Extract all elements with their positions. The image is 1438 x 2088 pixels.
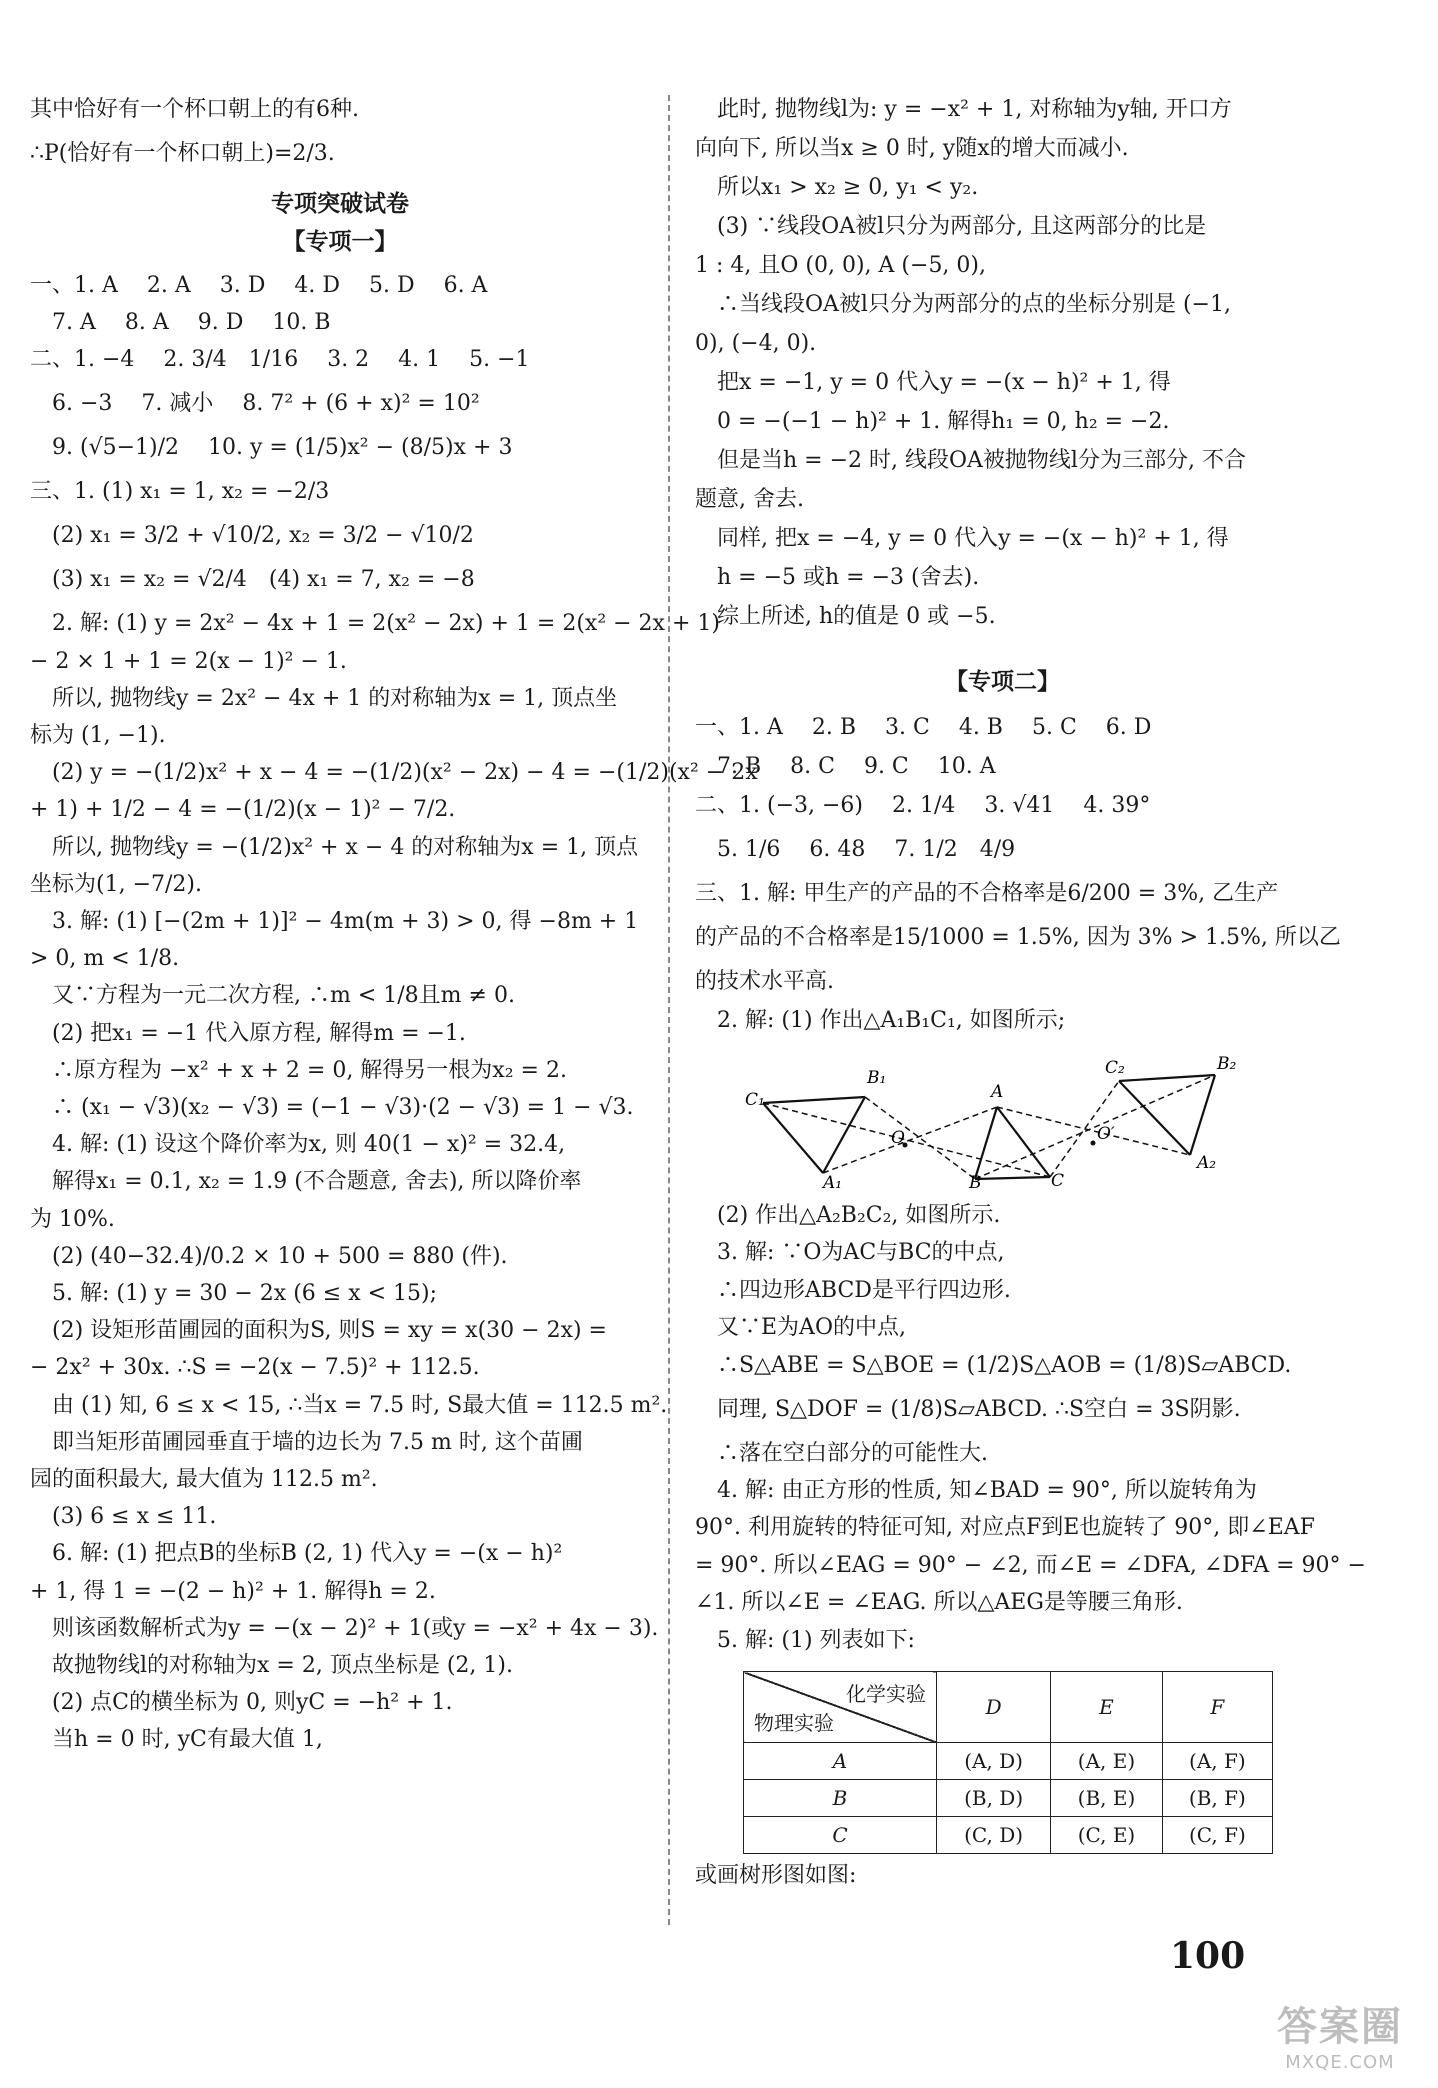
text-line: 6. −3 7. 减小 8. 7² + (6 + x)² = 10² [30, 391, 480, 417]
text-line: ∠1. 所以∠E = ∠EAG. 所以△AEG是等腰三角形. [695, 1590, 1183, 1616]
text-line: 5. 解: (1) 列表如下: [695, 1627, 915, 1653]
symmetry-line [823, 1107, 997, 1173]
text-line: 解得x₁ = 0.1, x₂ = 1.9 (不合题意, 舍去), 所以降价率 [30, 1169, 582, 1195]
text-line: − 2 × 1 + 1 = 2(x − 1)² − 1. [30, 648, 347, 674]
text-line: 的技术水平高. [695, 969, 834, 994]
triangle-edge [823, 1097, 865, 1173]
figure-point-label: B₂ [1217, 1054, 1237, 1074]
text-line: 为 10%. [30, 1206, 115, 1232]
text-line: 二、1. −4 2. 3/4 1/16 3. 2 4. 1 5. −1 [30, 347, 530, 373]
part-heading: 【专项一】 [282, 229, 398, 255]
text-line: 4. 解: 由正方形的性质, 知∠BAD = 90°, 所以旋转角为 [695, 1478, 1257, 1503]
table-cell: (A, D) [937, 1743, 1051, 1780]
symmetry-line [865, 1097, 975, 1179]
table-cell: (A, E) [1051, 1743, 1163, 1780]
text-line: 3. 解: (1) [−(2m + 1)]² − 4m(m + 3) > 0, 得 −8m + 1 [30, 909, 639, 934]
text-line: 把x = −1, y = 0 代入y = −(x − h)² + 1, 得 [695, 370, 1171, 395]
text-line: 此时, 抛物线l为: y = −x² + 1, 对称轴为y轴, 开口方 [695, 97, 1232, 122]
text-line: 所以x₁ > x₂ ≥ 0, y₁ < y₂. [695, 175, 979, 200]
text-line: ∴原方程为 −x² + x + 2 = 0, 解得另一根为x₂ = 2. [30, 1057, 567, 1083]
text-line: 2. 解: (1) y = 2x² − 4x + 1 = 2(x² − 2x) + 1 = 2(x² − 2x + 1) [30, 611, 720, 637]
figure-point-label: O [891, 1128, 905, 1148]
table-row [744, 1743, 1273, 1780]
text-line: 的产品的不合格率是15/1000 = 1.5%, 因为 3% > 1.5%, 所以乙 [695, 925, 1341, 950]
outcome-table [743, 1671, 1273, 1854]
text-line: 标为 (1, −1). [30, 723, 166, 748]
table-cell: (B, E) [1051, 1780, 1163, 1817]
text-line: (3) ∵线段OA被l只分为两部分, 且这两部分的比是 [695, 214, 1207, 239]
triangle-edge [975, 1177, 1050, 1179]
text-line: h = −5 或h = −3 (舍去). [695, 565, 980, 590]
column-header: E [1051, 1672, 1163, 1743]
row-header: C [744, 1817, 937, 1854]
row-header: A [744, 1743, 937, 1780]
text-line: ∴P(恰好有一个杯口朝上)=2/3. [30, 141, 335, 166]
page-number: 100 [1170, 1935, 1246, 1977]
figure-point-label: O′ [1097, 1124, 1115, 1144]
triangle-edge [975, 1107, 997, 1179]
part-heading-2: 【专项二】 [945, 669, 1060, 695]
text-line: = 90°. 所以∠EAG = 90° − ∠2, 而∠E = ∠DFA, ∠DFA = 90° − [695, 1552, 1366, 1578]
text-line: 当h = 0 时, yC有最大值 1, [30, 1727, 323, 1753]
column-divider [668, 95, 670, 1925]
table-row [744, 1817, 1273, 1854]
table-corner [744, 1672, 937, 1743]
text-line: 二、1. (−3, −6) 2. 1/4 3. √41 4. 39° [695, 793, 1151, 818]
figure-point-label: A₁ [823, 1173, 843, 1188]
watermark [1250, 1995, 1430, 2073]
figure-point-label: C₂ [1105, 1058, 1125, 1078]
triangle-edge [1119, 1081, 1190, 1155]
text-line: (2) x₁ = 3/2 + √10/2, x₂ = 3/2 − √10/2 [30, 523, 474, 549]
after-table-text: 或画树形图如图: [695, 1863, 857, 1888]
column-header: D [937, 1672, 1051, 1743]
text-line: 三、1. (1) x₁ = 1, x₂ = −2/3 [30, 479, 330, 505]
text-line: − 2x² + 30x. ∴S = −2(x − 7.5)² + 112.5. [30, 1355, 480, 1381]
watermark-url: MXQE.COM [1285, 2052, 1395, 2073]
figure-point-label: B [969, 1173, 982, 1188]
text-line: 5. 1/6 6. 48 7. 1/2 4/9 [695, 837, 1016, 862]
text-line: 又∵方程为一元二次方程, ∴m < 1/8且m ≠ 0. [30, 983, 515, 1009]
watermark-logo: 答案圈 [1277, 2004, 1403, 2050]
column-header: F [1162, 1672, 1272, 1743]
center-point [1091, 1141, 1096, 1146]
text-line: 则该函数解析式为y = −(x − 2)² + 1(或y = −x² + 4x − 3). [30, 1615, 659, 1641]
text-line: 1 : 4, 且O (0, 0), A (−5, 0), [695, 253, 986, 278]
triangle-edge [763, 1097, 865, 1103]
figure-point-label: C₁ [745, 1090, 765, 1110]
row-header: B [744, 1780, 937, 1817]
triangle-edge [1119, 1075, 1215, 1081]
text-line: 同理, S△DOF = (1/8)S▱ABCD. ∴S空白 = 3S阴影. [695, 1396, 1241, 1422]
text-line: 4. 解: (1) 设这个降价率为x, 则 40(1 − x)² = 32.4, [30, 1132, 566, 1158]
text-line: (2) 作出△A₂B₂C₂, 如图所示. [695, 1203, 1001, 1228]
text-line: 由 (1) 知, 6 ≤ x < 15, ∴当x = 7.5 时, S最大值 = 112.5 m². [30, 1392, 668, 1418]
text-line: 3. 解: ∵O为AC与BC的中点, [695, 1240, 1005, 1266]
text-line: 三、1. 解: 甲生产的产品的不合格率是6/200 = 3%, 乙生产 [695, 881, 1279, 906]
text-line: ∴S△ABE = S△BOE = (1/2)S△AOB = (1/8)S▱ABCD. [695, 1352, 1292, 1378]
text-line: (3) 6 ≤ x ≤ 11. [30, 1504, 217, 1530]
text-line: 又∵E为AO的中点, [695, 1315, 906, 1341]
symmetry-line [997, 1107, 1190, 1155]
text-line: ∴落在空白部分的可能性大. [695, 1440, 988, 1466]
text-line: 5. 解: (1) y = 30 − 2x (6 ≤ x < 15); [30, 1281, 438, 1306]
text-line: > 0, m < 1/8. [30, 946, 180, 972]
text-line: 0 = −(−1 − h)² + 1. 解得h₁ = 0, h₂ = −2. [695, 409, 1170, 434]
text-line: (2) (40−32.4)/0.2 × 10 + 500 = 880 (件). [30, 1243, 508, 1269]
text-line: 其中恰好有一个杯口朝上的有6种. [30, 97, 359, 122]
text-line: (2) 点C的横坐标为 0, 则yC = −h² + 1. [30, 1690, 453, 1716]
text-line: 综上所述, h的值是 0 或 −5. [695, 604, 996, 629]
text-line: + 1) + 1/2 − 4 = −(1/2)(x − 1)² − 7/2. [30, 797, 456, 823]
text-line: 同样, 把x = −4, y = 0 代入y = −(x − h)² + 1, 得 [695, 526, 1229, 551]
section-heading: 专项突破试卷 [271, 191, 409, 217]
text-line: 但是当h = −2 时, 线段OA被抛物线l分为三部分, 不合 [695, 448, 1246, 473]
table-row [744, 1780, 1273, 1817]
text-line: 向向下, 所以当x ≥ 0 时, y随x的增大而减小. [695, 136, 1129, 161]
text-line: ∴ (x₁ − √3)(x₂ − √3) = (−1 − √3)·(2 − √3) = 1 − √3. [30, 1095, 634, 1120]
text-line: 所以, 抛物线y = −(1/2)x² + x − 4 的对称轴为x = 1, 顶点 [30, 834, 639, 860]
figure-point-label: A₂ [1197, 1153, 1217, 1173]
text-line: 7. A 8. A 9. D 10. B [30, 310, 331, 336]
triangle-edge [1190, 1075, 1215, 1155]
text-line: 一、1. A 2. A 3. D 4. D 5. D 6. A [30, 273, 488, 298]
triangle-edge [763, 1103, 823, 1173]
text-line: 即当矩形苗圃园垂直于墙的边长为 7.5 m 时, 这个苗圃 [30, 1429, 583, 1455]
text-line: 2. 解: (1) 作出△A₁B₁C₁, 如图所示; [695, 1008, 1066, 1033]
text-line: ∴四边形ABCD是平行四边形. [695, 1277, 1011, 1303]
text-line: (2) 设矩形苗圃园的面积为S, 则S = xy = x(30 − 2x) = [30, 1318, 607, 1344]
text-line: (2) y = −(1/2)x² + x − 4 = −(1/2)(x² − 2x) − 4 = −(1/2)(x² − 2x [30, 760, 758, 786]
text-line: 题意, 舍去. [695, 487, 804, 512]
text-line: 6. 解: (1) 把点B的坐标B (2, 1) 代入y = −(x − h)² [30, 1541, 563, 1567]
table-cell: (A, F) [1162, 1743, 1272, 1780]
text-line: 故抛物线l的对称轴为x = 2, 顶点坐标是 (2, 1). [30, 1653, 513, 1678]
text-line: 90°. 利用旋转的特征可知, 对应点F到E也旋转了 90°, 即∠EAF [695, 1515, 1315, 1541]
figure-point-label: B₁ [867, 1068, 887, 1088]
text-line: 园的面积最大, 最大值为 112.5 m². [30, 1467, 378, 1492]
text-line: 一、1. A 2. B 3. C 4. B 5. C 6. D [695, 715, 1152, 740]
corner-bottom-label: 物理实验 [754, 1711, 834, 1735]
table-cell: (C, E) [1051, 1817, 1163, 1854]
table-cell: (C, F) [1162, 1817, 1272, 1854]
triangle-figure [745, 1053, 1305, 1188]
table-cell: (B, D) [937, 1780, 1051, 1817]
text-line: + 1, 得 1 = −(2 − h)² + 1. 解得h = 2. [30, 1578, 436, 1604]
text-line: (3) x₁ = x₂ = √2/4 (4) x₁ = 7, x₂ = −8 [30, 567, 475, 593]
table-cell: (B, F) [1162, 1780, 1272, 1817]
text-line: 坐标为(1, −7/2). [30, 871, 202, 897]
text-line: 9. (√5−1)/2 10. y = (1/5)x² − (8/5)x + 3 [30, 435, 513, 461]
corner-top-label: 化学实验 [846, 1682, 926, 1706]
text-line: 7. B 8. C 9. C 10. A [695, 754, 996, 779]
figure-point-label: C [1051, 1171, 1065, 1188]
text-line: 所以, 抛物线y = 2x² − 4x + 1 的对称轴为x = 1, 顶点坐 [30, 685, 618, 711]
text-line: ∴当线段OA被l只分为两部分的点的坐标分别是 (−1, [695, 292, 1231, 317]
text-line: (2) 把x₁ = −1 代入原方程, 解得m = −1. [30, 1020, 466, 1046]
text-line: 0), (−4, 0). [695, 331, 817, 356]
table-cell: (C, D) [937, 1817, 1051, 1854]
figure-point-label: A [991, 1082, 1004, 1102]
